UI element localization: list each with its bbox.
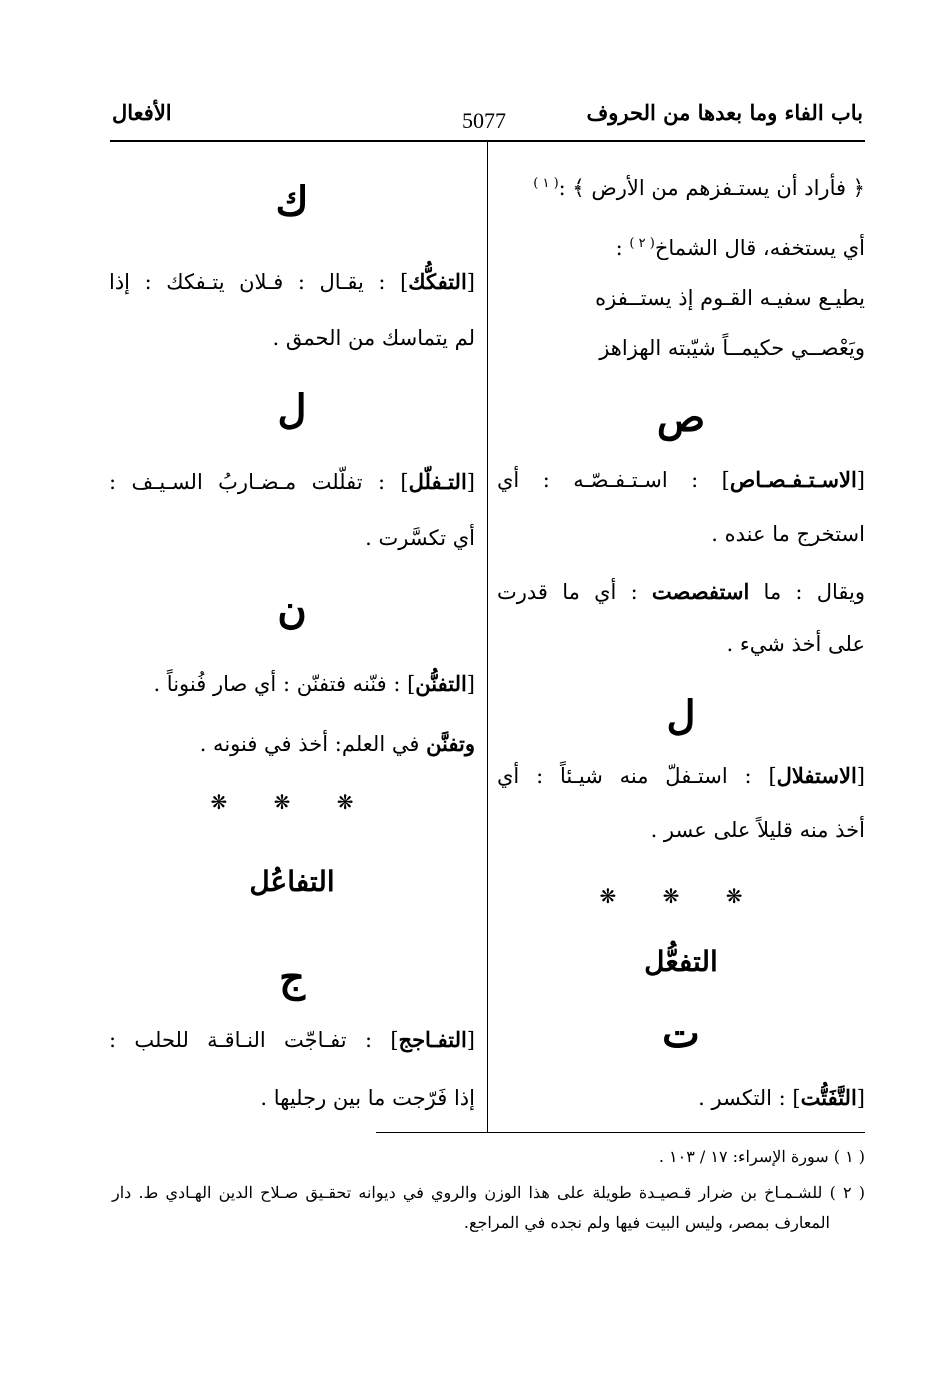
entry-tafajuj-cont: إذا فَرّجت ما بين رجليها .	[260, 1086, 475, 1110]
entry-tafallul	[109, 468, 475, 496]
footnote-2-line-2: المعارف بمصر، وليس البيت فيها ولم نجده في المراجع.	[463, 1213, 830, 1232]
section-separator-stars: ❋ ❋ ❋	[599, 884, 763, 908]
entry-headword: التفكُّك	[408, 269, 467, 294]
entry-tafattut	[698, 1084, 865, 1112]
colon: :	[615, 236, 630, 260]
bracket: [	[466, 270, 475, 294]
entry-tafajuj	[109, 1026, 475, 1054]
letter-heading-ta: ت	[662, 1010, 700, 1057]
pattern-heading-tafa3ul: التفاعُل	[249, 865, 335, 898]
quran-quote: ﴿ فأراد أن يستـفزهم من الأرض ﴾ :	[558, 176, 865, 200]
section-title: الأفعال	[112, 100, 172, 125]
entry-tafallul-cont: أي تكسَّرت .	[365, 526, 475, 550]
letter-heading-lam: ل	[666, 692, 696, 739]
entry-headword: الاسـتـفـصـاص	[729, 467, 857, 492]
footnote-rule	[376, 1132, 865, 1133]
entry-istifsas-cont: استخرج ما عنده .	[711, 522, 865, 546]
entry-definition: ] : يقـال : فـلان يتـفكك : إذا	[109, 270, 409, 294]
verse-line-1: يطيـع سفيـه القـوم إذ يستــفزه	[595, 286, 865, 310]
entry-tafannun-2	[200, 730, 475, 758]
entry-headword: وتفنَّن	[426, 731, 475, 756]
entry-definition: ] : التكسر .	[698, 1086, 801, 1110]
bracket: [	[856, 468, 865, 492]
entry-headword: التـفلّل	[408, 469, 467, 494]
entry-headword: الاستفلال	[776, 763, 857, 788]
chapter-title: باب الفاء وما بعدها من الحروف	[586, 100, 863, 125]
entry-definition: : أي ما قدرت	[497, 580, 652, 604]
footnote-ref-1: ( ١ )	[533, 176, 559, 191]
letter-heading-kaf: ك	[275, 178, 309, 225]
footnote-1: ( ١ ) سورة الإسراء: ١٧ / ١٠٣ .	[658, 1147, 865, 1166]
entry-istiflal	[497, 762, 865, 790]
bracket: [	[856, 1086, 865, 1110]
entry-definition: ] : استـفلّ منه شيـئاً : أي	[497, 764, 777, 788]
entry-definition: ] : فنّنه فتفنّن : أي صار فُنوناً .	[153, 672, 416, 696]
quran-quote-line	[533, 170, 865, 202]
bracket: [	[466, 672, 475, 696]
footnote-ref-2: ( ٢ )	[629, 236, 655, 251]
verse-line-2: ويَعْصــي حكيمــاً شيّبته الهزاهز	[599, 336, 865, 360]
bracket: [	[466, 470, 475, 494]
entry-istifsas	[497, 466, 865, 494]
entry-definition: في العلم: أخذ في فنونه .	[199, 732, 427, 756]
pattern-heading-tafa33ul: التفعُّل	[644, 945, 718, 978]
column-divider	[487, 141, 488, 1133]
letter-heading-jim: ج	[279, 954, 305, 1001]
entry-definition: ] : تفلّلت مـضـاربُ السـيـف :	[109, 470, 409, 494]
entry-tafakkuk	[109, 268, 475, 296]
letter-heading-nun: ن	[277, 586, 307, 633]
page-number: 5077	[462, 108, 506, 133]
letter-heading-sad: ص	[656, 394, 706, 441]
bracket: [	[856, 764, 865, 788]
explanation-text: أي يستخفه، قال الشماخ	[654, 236, 865, 260]
letter-heading-lam: ل	[277, 386, 307, 433]
entry-yuqal	[497, 578, 865, 606]
entry-definition: ] : اسـتـفـصّـه : أي	[497, 468, 730, 492]
section-separator-stars: ❋ ❋ ❋	[210, 790, 374, 814]
entry-istiflal-cont: أخذ منه قليلاً على عسر .	[650, 818, 865, 842]
footnote-2-line-1: ( ٢ ) للشـمـاخ بن ضرار قـصيـدة طويلة على هذا الوزن والروي في ديوانه تحقـيق صـلاح الدين الهـادي ط. دار	[112, 1183, 866, 1202]
entry-yuqal-cont: على أخذ شيء .	[726, 632, 865, 656]
entry-definition: ] : تفـاجّت النـاقـة للحلب :	[109, 1028, 399, 1052]
entry-text: ويقال : ما	[749, 580, 866, 604]
entry-headword: التفنُّن	[415, 671, 467, 696]
entry-headword: التفـاجج	[398, 1027, 467, 1052]
explanation-line	[616, 230, 865, 262]
entry-headword: التَّفَتُّت	[800, 1085, 857, 1110]
entry-tafakkuk-cont: لم يتماسك من الحمق .	[272, 326, 475, 350]
entry-headword: استفصصت	[651, 579, 750, 604]
bracket: [	[466, 1028, 475, 1052]
entry-tafannun	[153, 670, 475, 698]
